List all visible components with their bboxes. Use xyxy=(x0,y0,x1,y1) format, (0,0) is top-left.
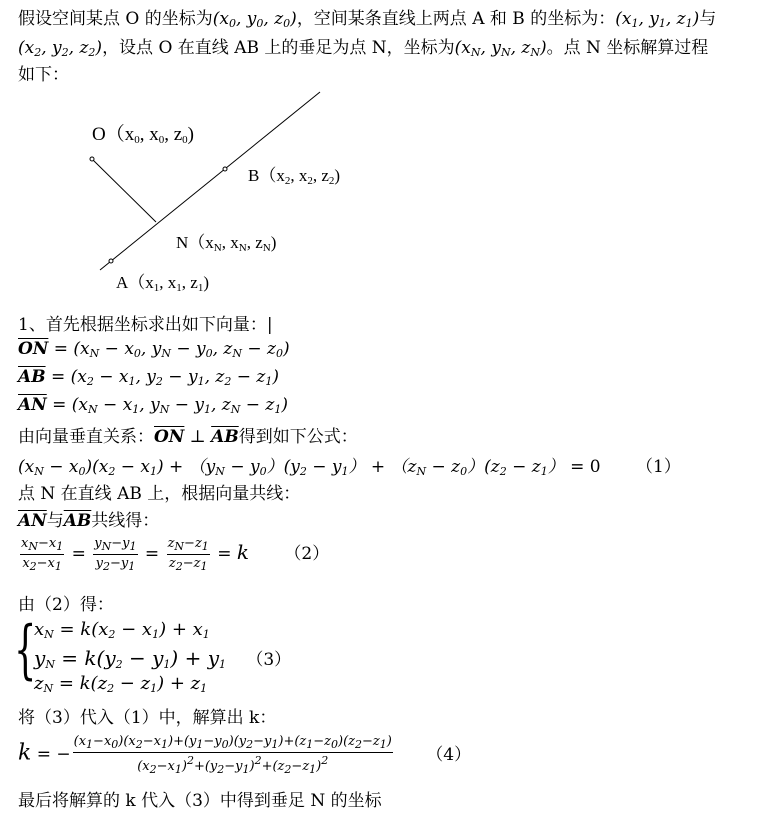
intro-text-2: ，空间某条直线上两点 A 和 B 的坐标为： xyxy=(296,9,616,29)
collinear-vectors: $\overline{AN}$与$\overline{AB}$共线得： xyxy=(18,511,160,531)
substitute-line: 将（3）代入（1）中，解算出 k： xyxy=(18,708,277,728)
label-N: $N(x_N$, $x_N$, $z_N$) xyxy=(176,233,277,254)
step1-heading: 1、首先根据坐标求出如下向量：| xyxy=(18,315,273,335)
intro-text: 假设空间某点 O 的坐标为 xyxy=(18,9,213,29)
equation-4: k = − $\frac{(x_1-x_0)(x_2-x_1)+(y_1-y_0)(y_2-y_1)+(z_1-z_0)(z_2-z_1)}{(x_2-x_1)^2+(y_2-y_1)^2+(z_2-z_1)^2}$ （4） xyxy=(18,734,472,776)
intro-line-2: ($x_2$, $y_2$, $z_2$)，设点 O 在直线 AB 上的垂足为点 N，坐标为($x_N$, $y_N$, $z_N$)。点 N 坐标解算过程 xyxy=(18,38,709,59)
point-B xyxy=(223,167,227,171)
eq4-tag: （4） xyxy=(426,744,472,765)
equation-1: $(x_N - x_0)(x_2 - x_1) + (y_N - y_0)(y_2 - y_1) + (z_N - z_0)(z_2 - z_1) = 0$ （1） xyxy=(18,457,681,478)
intro-text-4: ，设点 O 在直线 AB 上的垂足为点 N，坐标为 xyxy=(102,38,455,58)
perp-line: 由向量垂直关系：$\overline{ON}$ ⊥ $\overline{AB}$得到如下公式： xyxy=(18,427,358,447)
system-brace: { xyxy=(14,613,37,687)
label-O: $O(x_0$, $x_0$, $z_0$) xyxy=(92,124,194,146)
vec-ON: $\overline{ON} = (x_N - x_0$, $y_N - y_0$, $z_N - z_0$) xyxy=(18,339,290,360)
from-eq2: 由（2）得： xyxy=(18,595,114,615)
final-line: 最后将解算的 k 代入（3）中得到垂足 N 的坐标 xyxy=(18,791,382,811)
point-A xyxy=(109,259,113,263)
eq1-tag: （1） xyxy=(636,457,681,477)
point-O xyxy=(90,157,94,161)
equation-3-y: $y_N = k(y_2 - y_1) + y_1$ （3） xyxy=(34,646,292,671)
label-B: $B(x_2$, $x_2$, $z_2$) xyxy=(248,166,341,187)
collinear-line: 点 N 在直线 AB 上，根据向量共线： xyxy=(18,484,301,504)
intro-line-1: 假设空间某点 O 的坐标为($x_0$, $y_0$, $z_0$)，空间某条直线上两点 A 和 B 的坐标为：($x_1$, $y_1$, $z_1$)与 xyxy=(18,9,717,30)
eq2-tag: （2） xyxy=(284,544,330,564)
intro-text-3: 与 xyxy=(699,9,717,29)
vec-AN: $\overline{AN} = (x_N - x_1$, $y_N - y_1$, $z_N - z_1$) xyxy=(18,395,289,416)
label-A: $A(x_1$, $x_1$, $z_1$) xyxy=(116,273,209,294)
vec-AB: $\overline{AB} = (x_2 - x_1$, $y_2 - y_1$, $z_2 - z_1$) xyxy=(18,367,279,388)
eq3-tag: （3） xyxy=(246,650,292,670)
perpendicular-ON xyxy=(92,159,156,222)
equation-3-z: $z_N = k(z_2 - z_1) + z_1$ xyxy=(34,673,208,695)
equation-2: $\frac{x_N-x_1}{x_2-x_1}$ = $\frac{y_N-y_1}{y_2-y_1}$ = $\frac{z_N-z_1}{z_2-z_1}$ = k （2） xyxy=(21,536,330,573)
intro-text-5: 。点 N 坐标解算过程 xyxy=(546,38,709,58)
equation-3-x: $x_N = k(x_2 - x_1) + x_1$ xyxy=(34,619,210,641)
intro-line-3: 如下： xyxy=(18,65,69,85)
perpendicular-diagram xyxy=(0,80,765,300)
